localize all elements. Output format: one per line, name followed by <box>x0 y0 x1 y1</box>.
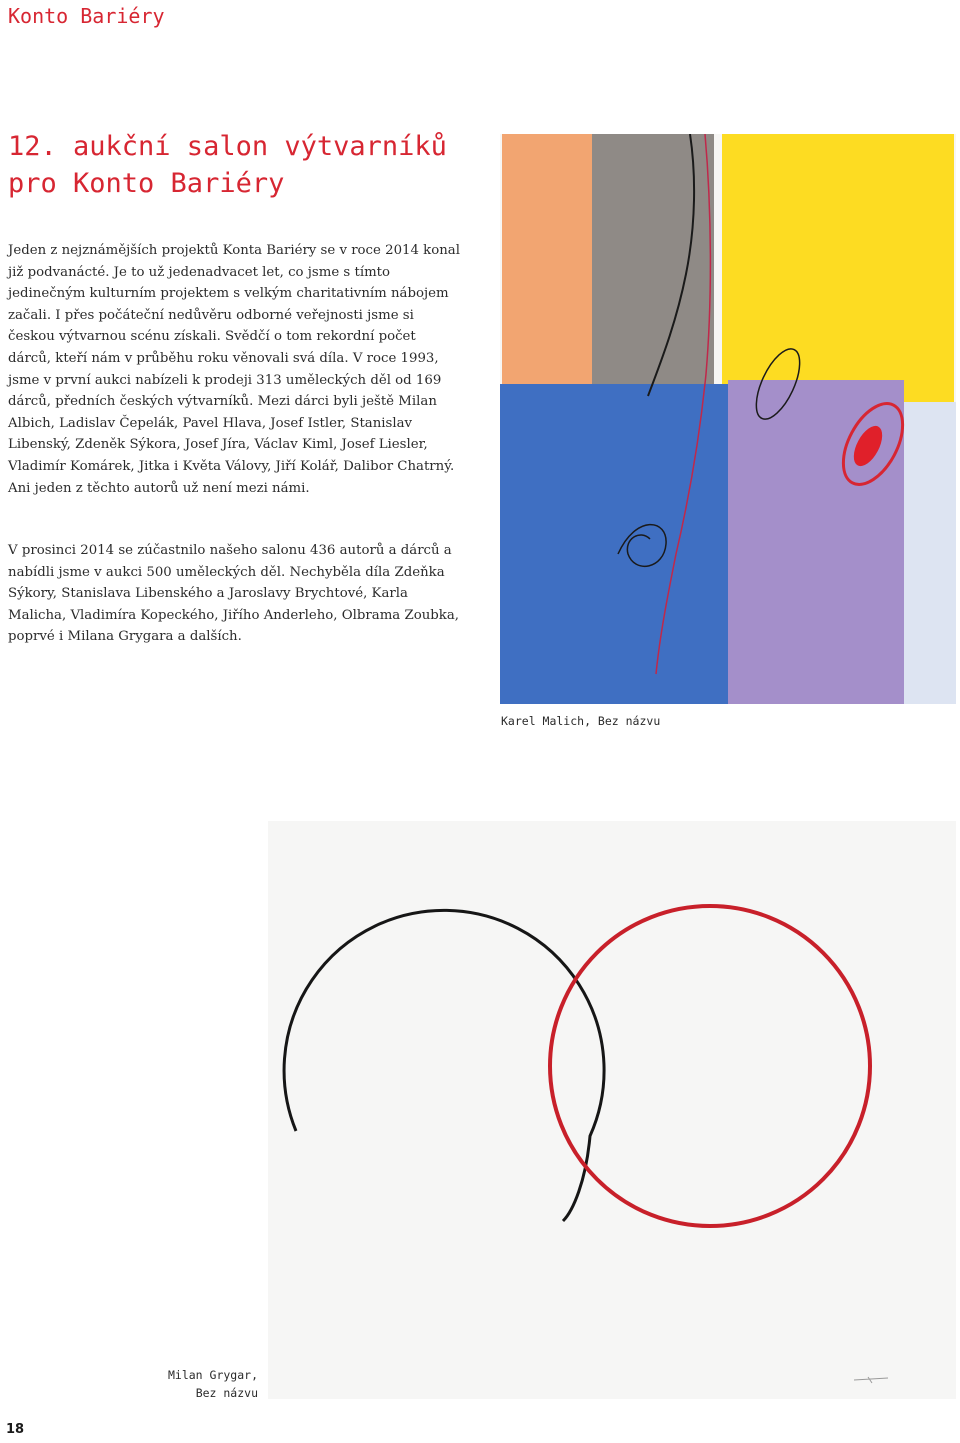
page-title <box>8 128 478 202</box>
grygar-caption <box>150 1366 258 1402</box>
brand-header: Konto Bariéry <box>8 4 165 28</box>
grygar-caption-title: Bez názvu <box>195 1386 258 1400</box>
grygar-caption-artist: Milan Grygar, <box>167 1368 258 1382</box>
title-line-2: pro Konto Bariéry <box>8 168 285 199</box>
grygar-artwork <box>268 821 956 1399</box>
yellow-block <box>722 134 954 402</box>
second-paragraph: V prosinci 2014 se zúčastnilo našeho salonu 436 autorů a dárců a nabídli jsme v aukci 500 uměleckých děl. Nechyběla díla Zdeňka Sýkory, Stanislava Libenského a Jaroslavy Brychtové, Karla Malicha, Vladimíra Kopeckého, Jiřího Anderleho, Olbrama Zoubka, poprvé i Milana Grygara a dalších. <box>8 543 459 645</box>
blue-block <box>500 384 728 704</box>
gray-block <box>592 134 714 392</box>
grygar-artwork-svg <box>268 821 956 1399</box>
page-number: 18 <box>6 1422 25 1437</box>
malich-artwork-svg <box>500 134 956 704</box>
malich-artwork <box>500 134 956 704</box>
intro-paragraph: Jeden z nejznámějších projektů Konta Bariéry se v roce 2014 konal již podvanácté. Je to už jedenadvacet let, co jsme s tímto jedinečným kulturním projektem s velkým charitativním nábojem začali. I přes počáteční nedůvěru odborné veřejnosti jsme si českou výtvarnou scénu získali. Svědčí o tom rekordní počet dárců, kteří nám v průběhu roku věnovali svá díla. V roce 1993, jsme v první aukci nabízeli k prodeji 313 uměleckých děl od 169 dárců, předních českých výtvarníků. Mezi dárci byli ještě Milan Albich, Ladislav Čepelák, Pavel Hlava, Josef Istler, Stanislav Libenský, Zdeněk Sýkora, Josef Jíra, Václav Kiml, Josef Liesler, Vladimír Komárek, Jitka i Květa Válovy, Jiří Kolář, Dalibor Chatrný. Ani jeden z těchto autorů už není mezi námi. <box>8 243 460 496</box>
light-blue-block <box>904 402 956 704</box>
malich-caption: Karel Malich, Bez názvu <box>501 714 661 728</box>
title-line-1: 12. aukční salon výtvarníků <box>8 131 447 162</box>
orange-block <box>502 134 592 396</box>
